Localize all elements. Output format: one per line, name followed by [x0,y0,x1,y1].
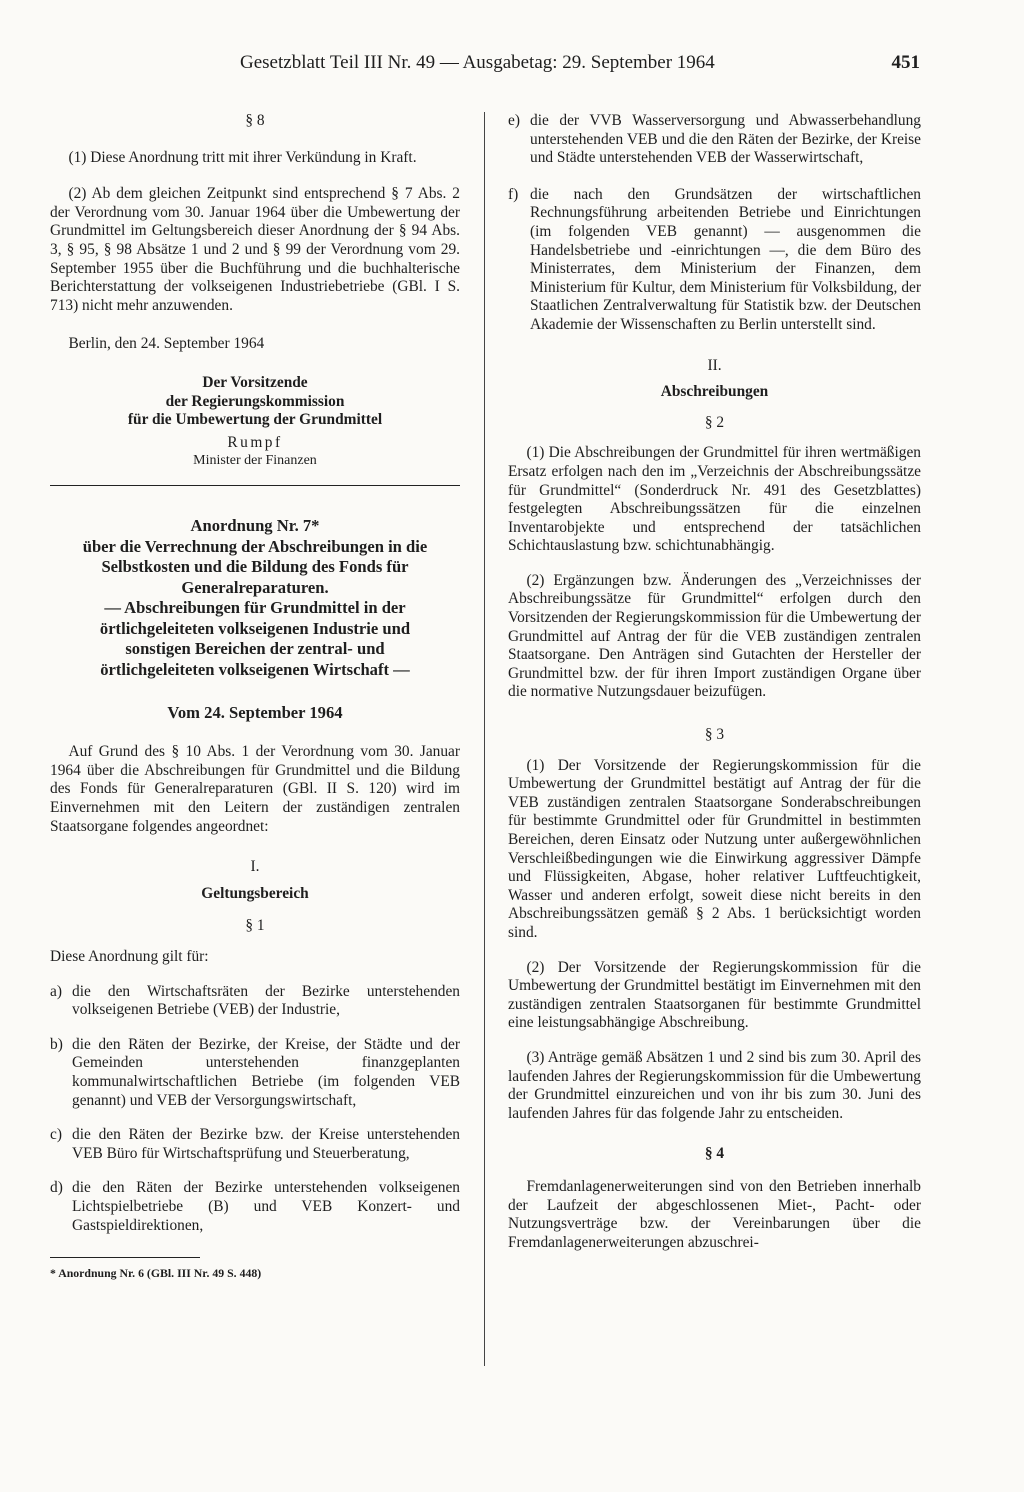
ordinance-title [50,516,460,723]
list-item-text: die den Wirtschaftsräten der Bezirke unterstehenden volkseigenen Betriebe (VEB) der Industrie, [72,982,460,1019]
part-1-numeral: I. [250,858,260,876]
footnote-rule [50,1257,200,1258]
subtitle-line-1: — Abschreibungen für Grundmittel in der [104,598,406,618]
title-line-2: über die Verrechnung der Abschreibungen in die [82,536,428,556]
signer-title: Minister der Finanzen [193,453,317,469]
list-item-label: a) [50,982,62,1000]
title-line-1: Anordnung Nr. 7* [190,515,320,535]
section-2-paragraph-2: (2) Ergänzungen bzw. Änderungen des „Verzeichnisses der Abschreibungssätze für Grundmittel“ erfolgen durch den Vorsitzenden der Regierungskommission für die Umbewertung der Grundmittel auf Antrag der für die VEB zuständigen zentralen Staatsorgane. Den Anträgen sind Gutachten der Hersteller der Grundmittel bzw. der für ihren Import zuständigen Organe über die normative Nutzungsdauer beizufügen. [508,571,921,701]
list-item [50,1126,460,1163]
list-item-label: e) [508,112,520,129]
list-item-text: die den Räten der Bezirke unterstehenden volkseigenen Lichtspielbetriebe (B) und VEB Konzert- und Gastspieldirektionen, [72,1179,460,1234]
section-4-heading: § 4 [704,1145,725,1163]
part-2-title: Abschreibungen [660,383,769,401]
signature-block [50,374,460,471]
place-date: Berlin, den 24. September 1964 [68,335,265,353]
list-item-text: die den Räten der Bezirke bzw. der Kreise unterstehenden VEB Büro für Wirtschaftsprüfung und Steuerberatung, [72,1126,460,1162]
subtitle-line-2: örtlichgeleiteten volkseigenen Industrie und [99,618,411,638]
section-2-heading: § 2 [704,413,725,431]
list-item [508,186,921,335]
subtitle-line-3: sonstigen Bereichen der zentral- und [125,639,385,659]
list-item-label: b) [50,1035,63,1053]
section-3-heading: § 3 [704,726,725,744]
subtitle-line-4: örtlichgeleiteten volkseigenen Wirtschaft — [100,660,410,680]
section-3-paragraph-2: (2) Der Vorsitzende der Regierungskommission für die Umbewertung der Grundmittel bestätigt im Einvernehmen mit den zuständigen zentralen Staatsorganen für bestimmte Grundmittel eine leistungsabhängige Abschreibung. [508,958,921,1032]
list-item-text: die der VVB Wasserversorgung und Abwasserbehandlung unterstehenden VEB und die den Räten der Bezirke, der Kreise und Städte unterstehenden VEB der Wasserwirtschaft, [530,112,921,167]
list-item-label: f) [508,185,519,203]
header-title: Gesetzblatt Teil III Nr. 49 — Ausgabetag: 29. September 1964 [240,52,715,73]
title-line-4: Generalreparaturen. [181,577,329,597]
part-1-title: Geltungsbereich [201,884,309,902]
ordinance-date: Vom 24. September 1964 [167,702,343,722]
list-item-label: c) [50,1126,62,1144]
section-2-paragraph-1: (1) Die Abschreibungen der Grundmittel für ihren wertmäßigen Ersatz erfolgen nach den im „Verzeichnis der Abschreibungssätze für Grundmittel“ (Sonderdruck Nr. 491 des Gesetzblattes) festgelegten Abschreibungssätzen für die einzelnen Inventarobjekte und entsprechend der tatsächlichen Schichtauslastung bzw. schichtunabhängig. [508,444,921,555]
section-4-paragraph-1: Fremdanlagenerweiterungen sind von den Betrieben innerhalb der Laufzeit der abgeschlossenen Miet-, Pacht- oder Nutzungsverträge bzw. der Vereinbarungen über die Fremdanlagenerweiterungen abzuschrei- [508,1177,921,1251]
list-item-text: die nach den Grundsätzen der wirtschaftlichen Rechnungsführung arbeitenden Betriebe und Einrichtungen (im folgenden VEB genannt) — ausgenommen die Handelsbetriebe und -einrichtungen —, die dem Büro des Ministerrates, dem Ministerium der Finanzen, dem Ministerium für Kultur, dem Ministerium für Volksbildung, der Staatlichen Zentralverwaltung für Statistik bzw. der Deutschen Akademie der Wissenschaften zu Berlin unterstellt sind. [530,185,921,333]
list-item-label: d) [50,1179,63,1197]
list-item [50,983,460,1020]
section-1-intro: Diese Anordnung gilt für: [50,948,209,965]
separator-rule [50,485,460,486]
left-column [50,112,460,1283]
part-2-numeral: II. [707,356,722,374]
list-item [508,112,921,168]
signature-line-2: der Regierungskommission [165,392,345,410]
section-3-paragraph-3: (3) Anträge gemäß Absätzen 1 und 2 sind bis zum 30. April des laufenden Jahres der Regierungskommission für die Umbewertung der Grundmittel einzureichen und von ihr bis zum 30. Juni des laufenden Jahres für das folgende Jahr zu entscheiden. [508,1048,921,1122]
footnote: * Anordnung Nr. 6 (GBl. III Nr. 49 S. 448) [50,1266,262,1281]
section-3-paragraph-1: (1) Der Vorsitzende der Regierungskommission für die Umbewertung der Grundmittel bestätigt auf Antrag der für die VEB zuständigen zentralen Staatsorgane Sonderabschreibungen für bestimmte Grundmittel oder für Grundmittel in bestimmten Bereichen, deren Einsatz oder Nutzung unter außergewöhnlichen Verschleißbedingungen wie die Einwirkung aggressiver Dämpfe und Flüssigkeiten, Abgase, hoher relativer Luftfeuchtigkeit, Wasser und anderen erfolgt, soweit diese nicht bereits in den Abschreibungssätzen gemäß § 2 Abs. 1 berücksichtigt worden sind. [508,756,921,941]
list-item [50,1179,460,1235]
list-item [50,1036,460,1110]
page-header [50,52,920,74]
section-1-heading: § 1 [245,917,265,935]
right-column [508,112,921,1252]
list-item-text: die den Räten der Bezirke, der Kreise, der Städte und der Gemeinden unterstehenden finanzgeplanten kommunalwirtschaftlichen Betriebe (im folgenden VEB genannt) und VEB der Versorgungswirtschaft, [72,1035,460,1109]
section-8-heading: § 8 [245,112,265,129]
title-line-3: Selbstkosten und die Bildung des Fonds für [101,557,409,577]
signer-name: Rumpf [227,433,283,451]
column-divider [484,112,485,1366]
signature-line-1: Der Vorsitzende [202,373,308,391]
section-8-paragraph-1: (1) Diese Anordnung tritt mit ihrer Verkündung in Kraft. [68,148,417,166]
section-8-paragraph-2: (2) Ab dem gleichen Zeitpunkt sind entsprechend § 7 Abs. 2 der Verordnung vom 30. Januar 1964 über die Umbewertung der Grundmittel im Geltungsbereich dieser Anordnung der § 94 Abs. 3, § 95, § 98 Absätze 1 und 2 und § 99 der Verordnung vom 29. September 1955 über die Buchführung und die buchhalterische Berichterstattung der volkseigenen Industriebetriebe (GBl. I S. 713) nicht mehr anzuwenden. [50,185,460,314]
page-number: 451 [891,52,920,73]
signature-line-3: für die Umbewertung der Grundmittel [127,411,383,429]
preamble: Auf Grund des § 10 Abs. 1 der Verordnung vom 30. Januar 1964 über die Abschreibungen für Grundmittel und die Bildung des Fonds für Generalreparaturen (GBl. II S. 120) wird im Einvernehmen mit den Leitern der zuständigen zentralen Staatsorgane folgendes angeordnet: [50,743,460,835]
